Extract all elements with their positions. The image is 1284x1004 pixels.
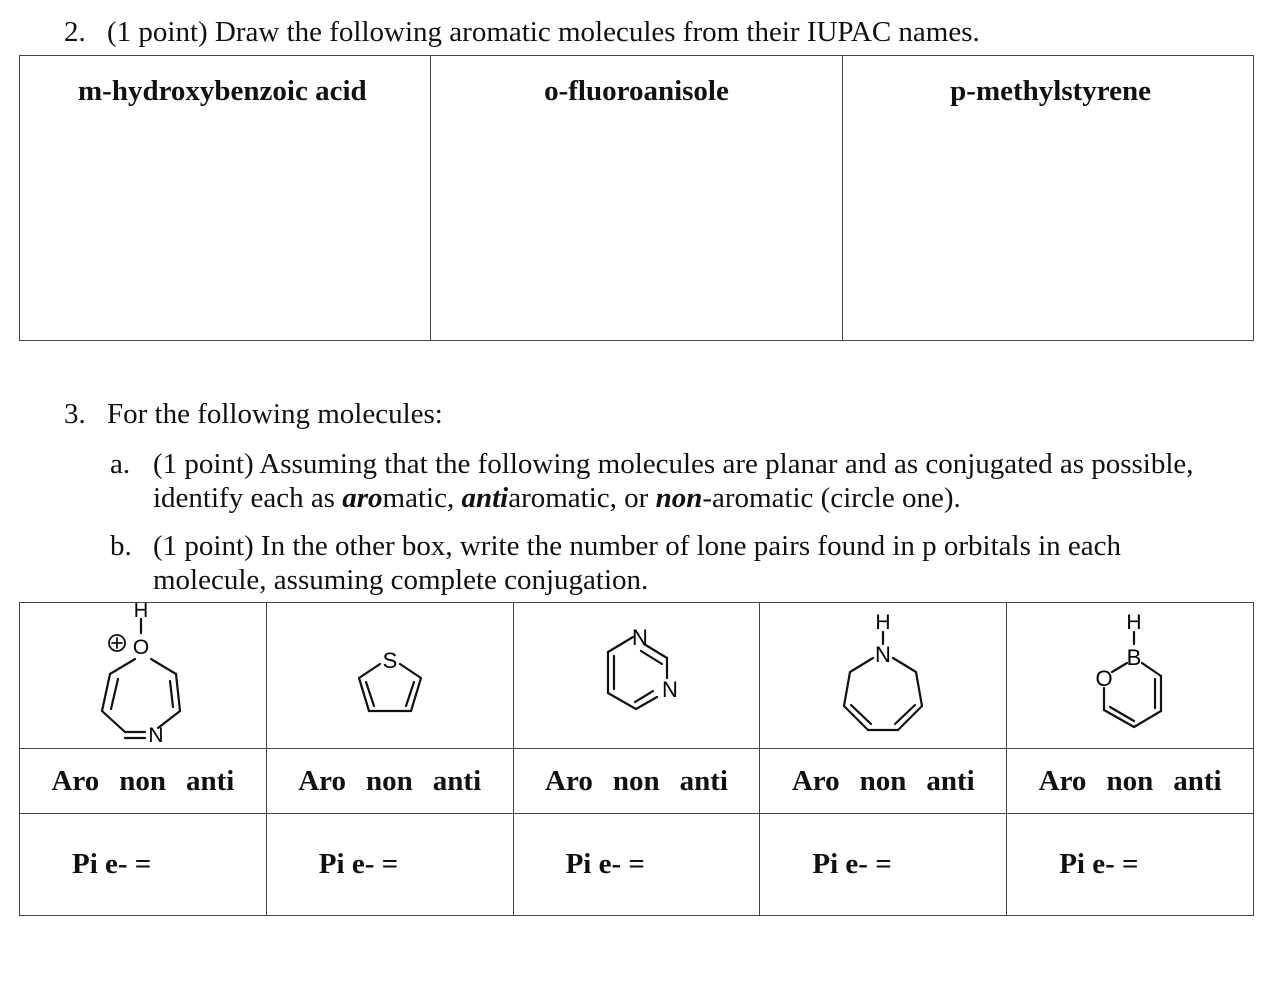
classification-cell-3 bbox=[513, 749, 760, 814]
q3-prompt: For the following molecules: bbox=[107, 398, 443, 430]
q2-box-2[interactable] bbox=[431, 56, 842, 341]
q3a-non-emphasis: non bbox=[655, 482, 703, 514]
choice-aro[interactable]: Aro bbox=[545, 764, 593, 797]
oxazepinium-icon bbox=[83, 603, 203, 743]
molecule-cell-3 bbox=[513, 603, 760, 749]
q3a-aro-emphasis: aro bbox=[342, 482, 383, 514]
q3b-line2: molecule, assuming complete conjugation. bbox=[153, 564, 649, 596]
oxaborinine-o-label: O bbox=[1095, 666, 1113, 691]
pi-electron-label: Pi e- = bbox=[1059, 848, 1139, 880]
classification-cell-1 bbox=[20, 749, 267, 814]
pi-electron-label: Pi e- = bbox=[72, 848, 152, 880]
pi-electron-cell-1[interactable] bbox=[20, 814, 267, 916]
q2-answer-table bbox=[19, 55, 1254, 341]
pi-electron-cell-5[interactable] bbox=[1007, 814, 1254, 916]
choice-non[interactable]: non bbox=[859, 764, 907, 797]
q3-heading bbox=[64, 397, 443, 431]
pyrimidine-icon bbox=[576, 613, 696, 733]
azepine-icon bbox=[823, 608, 943, 738]
q3a-line1: (1 point) Assuming that the following molecules are planar and as conjugated as possible, bbox=[153, 448, 1194, 480]
azepine-n-label: N bbox=[875, 642, 892, 667]
choice-non[interactable]: non bbox=[612, 764, 660, 797]
molecule-row bbox=[20, 603, 1254, 749]
molecule-cell-5 bbox=[1007, 603, 1254, 749]
oxaborinine-b-label: B bbox=[1126, 645, 1142, 670]
q3b-line1: (1 point) In the other box, write the number of lone pairs found in p orbitals in each bbox=[153, 530, 1122, 562]
q2-number: 2. bbox=[64, 16, 86, 48]
choice-non[interactable]: non bbox=[1106, 764, 1154, 797]
pi-electron-label: Pi e- = bbox=[318, 848, 399, 880]
pi-electron-cell-3[interactable] bbox=[513, 814, 760, 916]
q3-molecule-table bbox=[19, 602, 1254, 916]
pi-electron-label: Pi e- = bbox=[812, 848, 892, 880]
pyrimidine-n2-label: N bbox=[662, 677, 679, 702]
choice-aro[interactable]: Aro bbox=[1038, 764, 1087, 797]
q2-prompt: (1 point) Draw the following aromatic molecules from their IUPAC names. bbox=[107, 16, 980, 48]
classification-cell-2 bbox=[266, 749, 513, 814]
q2-box-1[interactable] bbox=[20, 56, 431, 341]
q3a-text-3: aromatic, or bbox=[508, 482, 656, 514]
q3a-label: a. bbox=[110, 448, 131, 480]
pi-electron-cell-2[interactable] bbox=[266, 814, 513, 916]
q2-heading bbox=[64, 15, 980, 49]
q2-name-1: m-hydroxybenzoic acid bbox=[78, 75, 367, 107]
pi-electron-label: Pi e- = bbox=[565, 848, 645, 880]
choice-aro[interactable]: Aro bbox=[791, 764, 840, 797]
q2-box-3[interactable] bbox=[842, 56, 1253, 341]
classification-row bbox=[20, 749, 1254, 814]
q3a-text-4: -aromatic (circle one). bbox=[702, 482, 961, 514]
choice-anti[interactable]: anti bbox=[679, 764, 728, 797]
classification-cell-5 bbox=[1007, 749, 1254, 814]
oxaborinine-icon bbox=[1070, 608, 1190, 738]
q3a-line2 bbox=[153, 481, 961, 515]
q3b-label: b. bbox=[110, 530, 132, 562]
thiophene-s-label: S bbox=[382, 648, 398, 673]
choice-non[interactable]: non bbox=[119, 764, 166, 797]
choice-anti[interactable]: anti bbox=[926, 764, 975, 797]
pyrimidine-n1-label: N bbox=[632, 625, 649, 650]
molecule-cell-4 bbox=[760, 603, 1007, 749]
oxazepinium-o-label: O bbox=[132, 636, 150, 659]
choice-non[interactable]: non bbox=[366, 764, 413, 797]
choice-anti[interactable]: anti bbox=[432, 764, 482, 797]
choice-aro[interactable]: Aro bbox=[298, 764, 347, 797]
molecule-cell-2 bbox=[266, 603, 513, 749]
pi-electron-row bbox=[20, 814, 1254, 916]
molecule-cell-1 bbox=[20, 603, 267, 749]
q3a-text-1: identify each as bbox=[153, 482, 343, 514]
q3a-anti-emphasis: anti bbox=[461, 482, 509, 514]
classification-cell-4 bbox=[760, 749, 1007, 814]
oxaborinine-h-label: H bbox=[1126, 611, 1142, 634]
choice-aro[interactable]: Aro bbox=[51, 764, 100, 797]
choice-anti[interactable]: anti bbox=[186, 764, 235, 797]
q2-name-3: p-methylstyrene bbox=[950, 75, 1151, 107]
oxazepinium-h-label: H bbox=[133, 603, 149, 622]
q3a-text-2: matic, bbox=[382, 482, 462, 514]
q2-name-2: o-fluoroanisole bbox=[544, 75, 729, 107]
pi-electron-cell-4[interactable] bbox=[760, 814, 1007, 916]
choice-anti[interactable]: anti bbox=[1173, 764, 1222, 797]
q3-number: 3. bbox=[64, 398, 86, 430]
thiophene-icon bbox=[330, 613, 450, 733]
oxazepinium-n-label: N bbox=[148, 724, 164, 743]
azepine-h-label: H bbox=[875, 611, 891, 634]
